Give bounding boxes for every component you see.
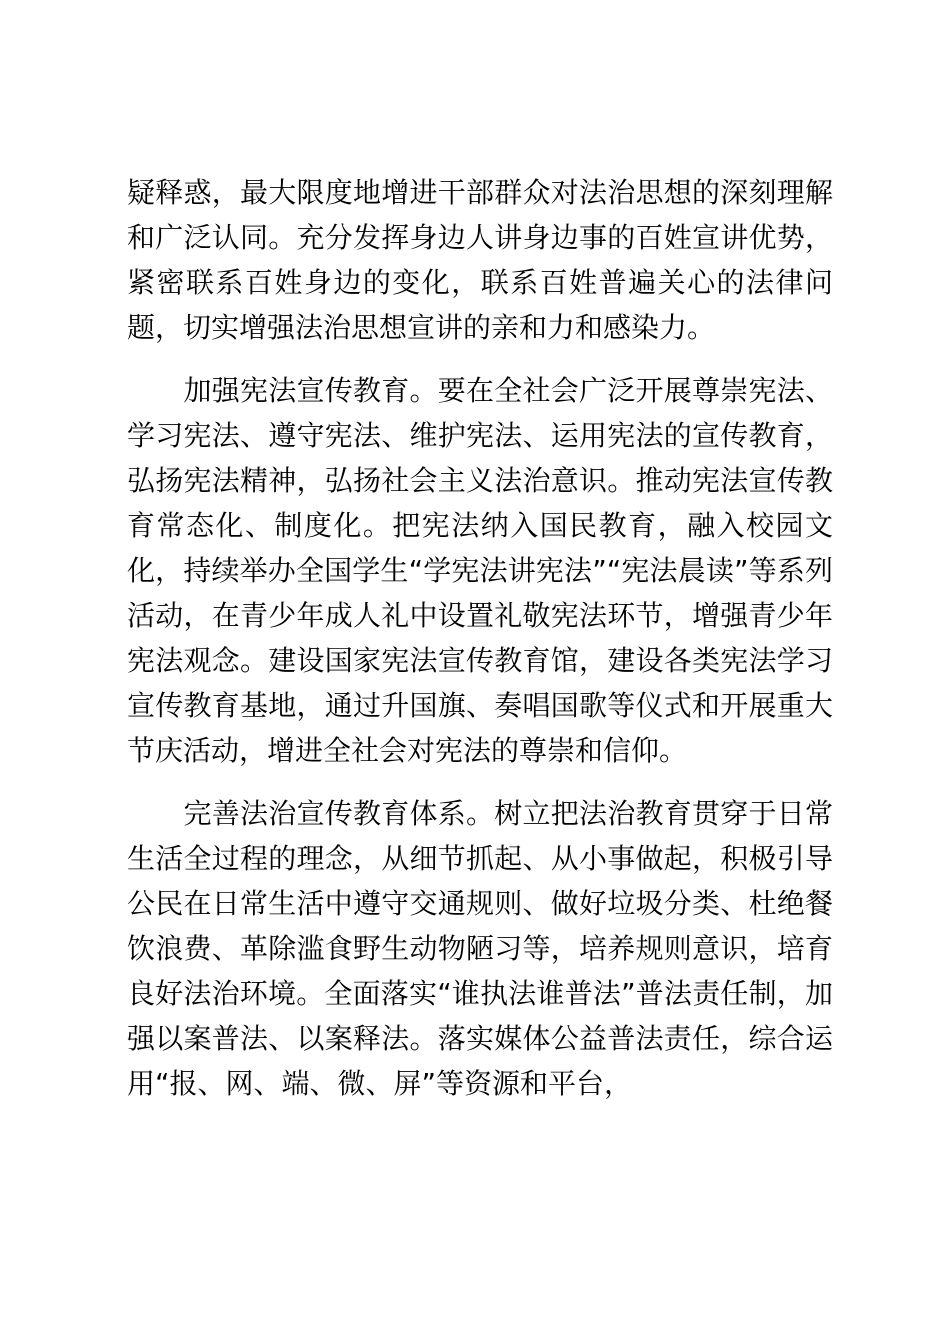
- paragraph-constitution-education: [127, 368, 833, 773]
- paragraph-text: 疑释惑，最大限度地增进干部群众对法治思想的深刻理解和广泛认同。充分发挥身边人讲身边事的百姓宣讲优势，紧密联系百姓身边的变化，联系百姓普遍关心的法律问题，切实增强法治思想宣讲的亲和力和感染力。: [127, 176, 833, 344]
- body-text: [127, 170, 833, 1106]
- paragraph-education-system: [127, 791, 833, 1106]
- paragraph-text: 加强宪法宣传教育。要在全社会广泛开展尊崇宪法、学习宪法、遵守宪法、维护宪法、运用宪法的宣传教育，弘扬宪法精神，弘扬社会主义法治意识。推动宪法宣传教育常态化、制度化。把宪法纳入国民教育，融入校园文化，持续举办全国学生“学宪法讲宪法”“宪法晨读”等系列活动，在青少年成人礼中设置礼敬宪法环节，增强青少年宪法观念。建设国家宪法宣传教育馆，建设各类宪法学习宣传教育基地，通过升国旗、奏唱国歌等仪式和开展重大节庆活动，增进全社会对宪法的尊崇和信仰。: [127, 374, 833, 767]
- paragraph-text: 完善法治宣传教育体系。树立把法治教育贯穿于日常生活全过程的理念，从细节抓起、从小事做起，积极引导公民在日常生活中遵守交通规则、做好垃圾分类、杜绝餐饮浪费、革除滥食野生动物陋习等，培养规则意识，培育良好法治环境。全面落实“谁执法谁普法”普法责任制，加强以案普法、以案释法。落实媒体公益普法责任，综合运用“报、网、端、微、屏”等资源和平台，: [127, 797, 833, 1100]
- paragraph-continuation: [127, 170, 833, 350]
